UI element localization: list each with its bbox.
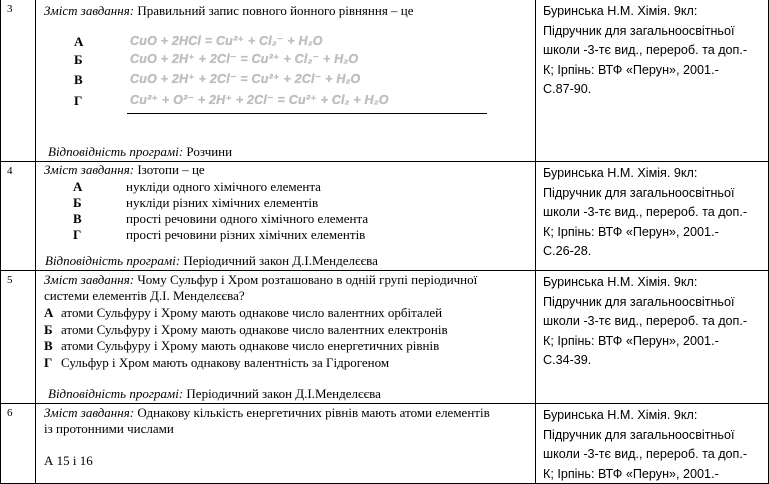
option-equation: CuO + 2H⁺ + 2Cl⁻ = Cu²⁺ + 2Cl⁻ + H₂O [130, 71, 360, 86]
option-letter: Г [44, 355, 52, 371]
option-text: Сульфур і Хром мають однакову валентність за Гідрогеном [61, 355, 389, 371]
task-cell [37, 404, 536, 483]
program-text: Періодичний закон Д.І.Менделєєва [183, 253, 377, 268]
program-text: Періодичний закон Д.І.Менделєєва [186, 386, 380, 401]
task-text: Ізотопи – це [137, 162, 204, 177]
option-text: атоми Сульфуру і Хрому мають однакове число валентних орбіталей [61, 305, 442, 321]
option-letter: Б [74, 52, 83, 68]
program-label: Відповідність програмі: [45, 253, 180, 268]
reference-line: Підручник для загальноосвітньої [543, 426, 764, 446]
program-line [45, 253, 378, 269]
reference-line: С.26-28. [543, 242, 764, 262]
program-line [48, 144, 232, 160]
reference-cell [536, 271, 768, 403]
reference-cell [536, 404, 768, 483]
task-label: Зміст завдання: [44, 162, 134, 177]
option-equation: CuO + 2H⁺ + 2Cl⁻ = Cu²⁺ + Cl₂⁻ + H₂O [130, 51, 358, 66]
reference-line: школи -3-тє вид., перероб. та доп.- [543, 312, 764, 332]
task-line [44, 405, 490, 421]
option-text: нукліди одного хімічного елемента [126, 179, 321, 195]
program-label: Відповідність програмі: [48, 386, 183, 401]
reference-cell [536, 162, 768, 270]
option-text: нукліди різних хімічних елементів [126, 195, 318, 211]
option-text: прості речовини різних хімічних елементів [126, 227, 365, 243]
row-number: 3 [1, 0, 36, 161]
reference-line: С.34-39. [543, 351, 764, 371]
option-letter: Г [73, 227, 81, 243]
table-row [0, 0, 769, 162]
reference-line: К; Ірпінь: ВТФ «Перун», 2001.- [543, 465, 764, 484]
task-cell [37, 271, 536, 403]
reference-line: школи -3-тє вид., перероб. та доп.- [543, 203, 764, 223]
reference-line: Буринська Н.М. Хімія. 9кл: [543, 2, 764, 22]
row-number: 6 [1, 404, 36, 483]
option-letter: В [44, 338, 53, 354]
task-text: Правильний запис повного йонного рівняння – це [137, 3, 413, 18]
reference-line: К; Ірпінь: ВТФ «Перун», 2001.- [543, 332, 764, 352]
table-row [0, 162, 769, 271]
reference-line: К; Ірпінь: ВТФ «Перун», 2001.- [543, 61, 764, 81]
task-cell [37, 0, 536, 161]
program-text: Розчини [186, 144, 232, 159]
option-letter: А [73, 179, 82, 195]
reference-line: школи -3-тє вид., перероб. та доп.- [543, 445, 764, 465]
option-letter: В [74, 72, 83, 88]
program-label: Відповідність програмі: [48, 144, 183, 159]
option-letter: А [44, 305, 53, 321]
task-text: Чому Сульфур і Хром розташовано в одній групі періодичної [137, 272, 477, 287]
table-row [0, 271, 769, 404]
underline-divider [127, 113, 487, 114]
option-equation: Cu²⁺ + O²⁻ + 2H⁺ + 2Cl⁻ = Cu²⁺ + Cl₂ + H₂O [130, 92, 389, 107]
option-equation: CuO + 2HCl = Cu²⁺ + Cl₂⁻ + H₂O [130, 33, 323, 48]
reference-line: школи -3-тє вид., перероб. та доп.- [543, 41, 764, 61]
reference-line: К; Ірпінь: ВТФ «Перун», 2001.- [543, 223, 764, 243]
reference-line: Підручник для загальноосвітньої [543, 293, 764, 313]
task-label: Зміст завдання: [44, 3, 134, 18]
reference-line: Буринська Н.М. Хімія. 9кл: [543, 164, 764, 184]
reference-line: Буринська Н.М. Хімія. 9кл: [543, 273, 764, 293]
row-number: 4 [1, 162, 36, 270]
task-text-continued: із протонними числами [44, 421, 174, 437]
answer-option: А 15 і 16 [44, 453, 93, 469]
option-letter: Б [73, 195, 82, 211]
task-label: Зміст завдання: [44, 405, 134, 420]
reference-line: Підручник для загальноосвітньої [543, 184, 764, 204]
reference-cell [536, 0, 768, 161]
option-letter: Г [74, 93, 82, 109]
option-text: прості речовини одного хімічного елемента [126, 211, 368, 227]
task-line [44, 3, 414, 19]
task-line [44, 272, 477, 288]
task-text: Однакову кількість енергетичних рівнів мають атоми елементів [137, 405, 489, 420]
table-row [0, 404, 769, 484]
option-letter: В [73, 211, 82, 227]
option-text: атоми Сульфуру і Хрому мають однакове число валентних електронів [61, 322, 448, 338]
task-label: Зміст завдання: [44, 272, 134, 287]
program-line [48, 386, 381, 402]
reference-line: Буринська Н.М. Хімія. 9кл: [543, 406, 764, 426]
option-text: атоми Сульфуру і Хрому мають однакове число енергетичних рівнів [61, 338, 439, 354]
option-letter: Б [44, 322, 53, 338]
row-number: 5 [1, 271, 36, 403]
reference-line: С.87-90. [543, 80, 764, 100]
reference-line: Підручник для загальноосвітньої [543, 22, 764, 42]
option-letter: А [74, 34, 83, 50]
task-cell [37, 162, 536, 270]
task-text-continued: системи елементів Д.І. Менделєєва? [44, 288, 245, 304]
task-line [44, 162, 205, 178]
